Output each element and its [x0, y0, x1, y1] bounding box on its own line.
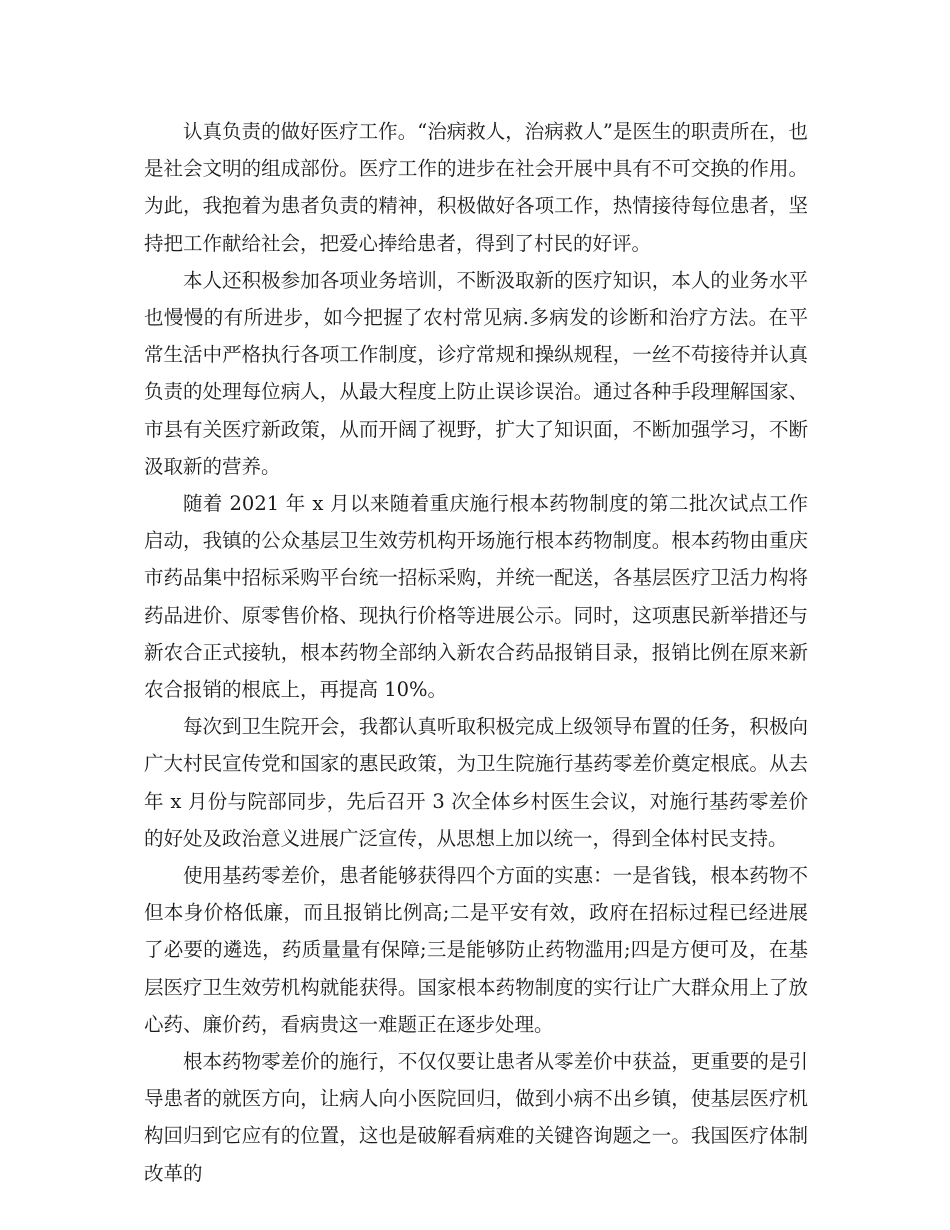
paragraph-6: 根本药物零差价的施行，不仅仅要让患者从零差价中获益，更重要的是引导患者的就医方向，让病人向小医院回归，做到小病不出乡镇，使基层医疗机构回归到它应有的位置，这也是破解看病难的关键咨询题之一。我国医疗体制改革的 — [144, 1050, 808, 1185]
paragraph-4: 每次到卫生院开会，我都认真听取积极完成上级领导布置的任务，积极向广大村民宣传党和国家的惠民政策，为卫生院施行基药零差价奠定根底。从去年 x 月份与院部同步，先后召开 3 次全体乡村医生会议，对施行基药零差价的好处及政治意义进展广泛宣传，从思想上加以统一，得到全体村民支持。 — [144, 715, 808, 850]
paragraph-1: 认真负责的做好医疗工作。“治病救人，治病救人”是医生的职责所在，也是社会文明的组成部份。医疗工作的进步在社会开展中具有不可交换的作用。为此，我抱着为患者负责的精神，积极做好各项工作，热情接待每位患者，坚持把工作献给社会，把爱心捧给患者，得到了村民的好评。 — [144, 120, 808, 255]
document-body — [144, 113, 808, 1192]
paragraph-5: 使用基药零差价，患者能够获得四个方面的实惠：一是省钱，根本药物不但本身价格低廉，而且报销比例高;二是平安有效，政府在招标过程已经进展了必要的遴选，药质量量有保障;三是能够防止药物滥用;四是方便可及，在基层医疗卫生效劳机构就能获得。国家根本药物制度的实行让广大群众用上了放心药、廉价药，看病贵这一难题正在逐步处理。 — [144, 864, 808, 1036]
paragraph-3: 随着 2021 年 x 月以来随着重庆施行根本药物制度的第二批次试点工作启动，我镇的公众基层卫生效劳机构开场施行根本药物制度。根本药物由重庆市药品集中招标采购平台统一招标采购，并统一配送，各基层医疗卫活力构将药品进价、原零售价格、现执行价格等进展公示。同时，这项惠民新举措还与新农合正式接轨，根本药物全部纳入新农合药品报销目录，报销比例在原来新农合报销的根底上，再提高 10%。 — [144, 492, 808, 702]
paragraph-2: 本人还积极参加各项业务培训，不断汲取新的医疗知识，本人的业务水平也慢慢的有所进步，如今把握了农村常见病.多病发的诊断和治疗方法。在平常生活中严格执行各项工作制度，诊疗常规和操纵规程，一丝不苟接待并认真负责的处理每位病人，从最大程度上防止误诊误治。通过各种手段理解国家、市县有关医疗新政策，从而开阔了视野，扩大了知识面，不断加强学习，不断汲取新的营养。 — [144, 268, 808, 478]
